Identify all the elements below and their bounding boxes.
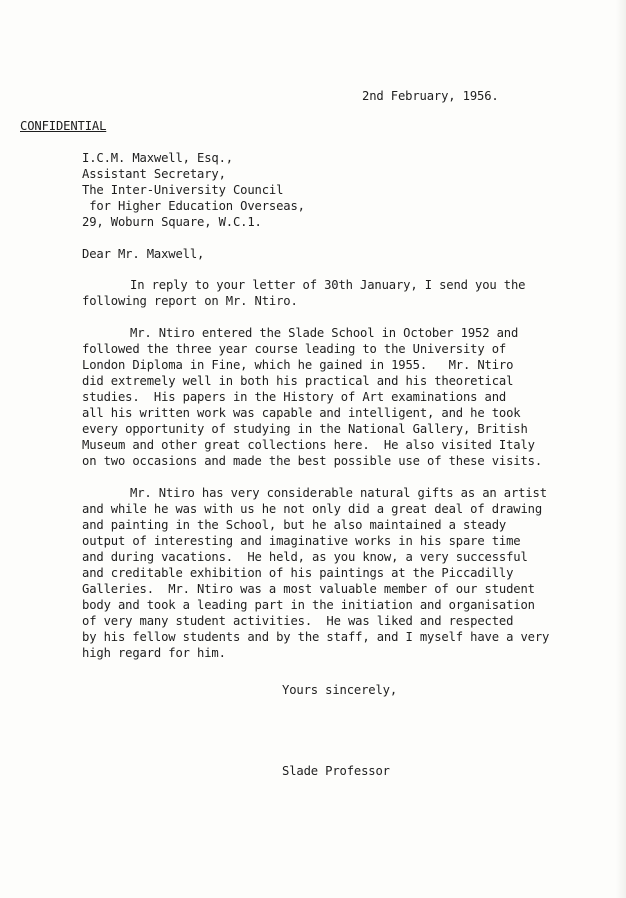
paragraph-line: on two occasions and made the best possible use of these visits. [82,454,542,468]
paragraph-line: London Diploma in Fine, which he gained in 1955. Mr. Ntiro [82,358,514,372]
paragraph-line: In reply to your letter of 30th January, I send you the [130,278,526,292]
letter-date: 2nd February, 1956. [362,89,499,103]
paragraph-line: output of interesting and imaginative works in his spare time [82,534,521,548]
page-edge-shadow [616,0,626,898]
paragraph-line: Museum and other great collections here. He also visited Italy [82,438,535,452]
paragraph-line: every opportunity of studying in the National Gallery, British [82,422,528,436]
paragraph-line: and while he was with us he not only did a great deal of drawing [82,502,542,516]
paragraph-line: studies. His papers in the History of Art examinations and [82,390,507,404]
paragraph-line: and during vacations. He held, as you know, a very successful [82,550,528,564]
address-line: Assistant Secretary, [82,167,226,181]
paragraph-line: body and took a leading part in the initiation and organisation [82,598,535,612]
address-line: 29, Woburn Square, W.C.1. [82,215,262,229]
paragraph-line: by his fellow students and by the staff, and I myself have a very [82,630,550,644]
paragraph-line: and creditable exhibition of his paintings at the Piccadilly [82,566,514,580]
closing: Yours sincerely, [282,683,397,697]
paragraph-line: did extremely well in both his practical and his theoretical [82,374,514,388]
paragraph-line: following report on Mr. Ntiro. [82,294,298,308]
address-line: I.C.M. Maxwell, Esq., [82,151,233,165]
paragraph-line: of very many student activities. He was liked and respected [82,614,514,628]
signatory-title: Slade Professor [282,764,390,778]
paragraph-line: Mr. Ntiro entered the Slade School in October 1952 and [130,326,519,340]
paragraph-line: high regard for him. [82,646,226,660]
paragraph-line: followed the three year course leading to the University of [82,342,507,356]
paragraph-line: and painting in the School, but he also maintained a steady [82,518,507,532]
paragraph-line: all his written work was capable and intelligent, and he took [82,406,521,420]
address-line: The Inter-University Council [82,183,284,197]
classification-label: CONFIDENTIAL [20,119,107,133]
address-line: for Higher Education Overseas, [82,199,305,213]
salutation: Dear Mr. Maxwell, [82,247,205,261]
paragraph-line: Mr. Ntiro has very considerable natural gifts as an artist [130,486,547,500]
paragraph-line: Galleries. Mr. Ntiro was a most valuable member of our student [82,582,535,596]
